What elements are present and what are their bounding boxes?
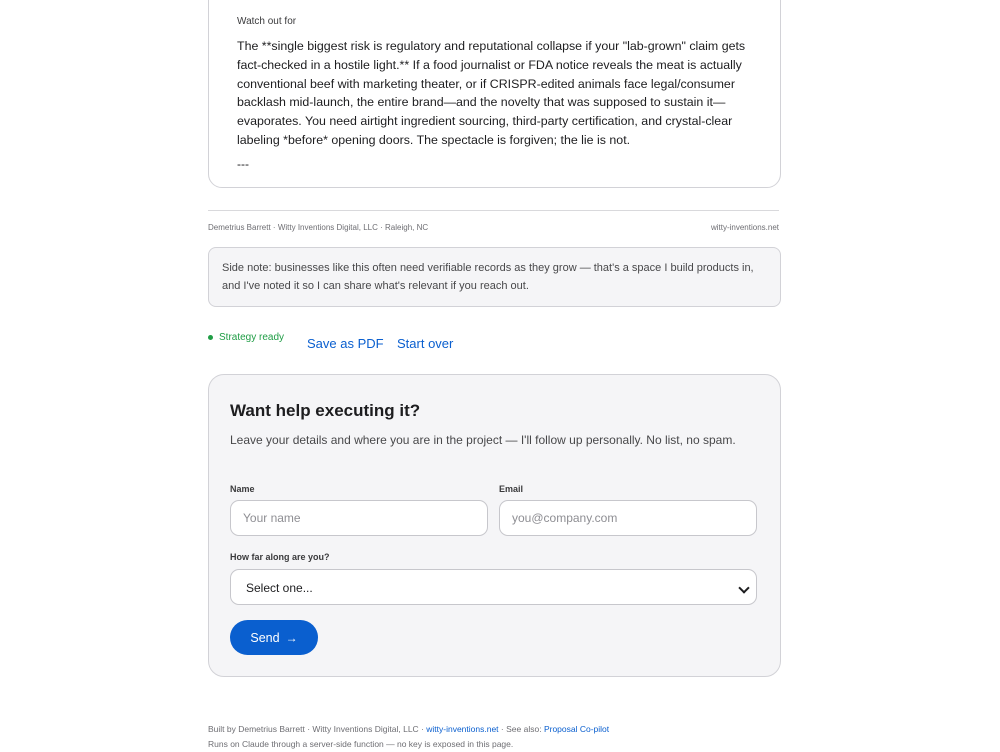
section-separator: --- bbox=[237, 157, 249, 171]
side-note-text: Side note: businesses like this often need verifiable records as they grow — that's a space I build products in, and I've noted it so I can share what's relevant if you reach out. bbox=[222, 262, 754, 292]
contact-form-card bbox=[208, 374, 781, 677]
start-over-link[interactable]: Start over bbox=[397, 336, 454, 351]
email-label: Email bbox=[499, 484, 524, 494]
side-note bbox=[208, 247, 781, 307]
byline-site: witty-inventions.net bbox=[710, 223, 779, 232]
footer-credits: Built by Demetrius Barrett · Witty Inventions Digital, LLC · witty-inventions.net · See also: Proposal Co-pilot bbox=[208, 724, 610, 734]
chevron-down-icon bbox=[738, 582, 749, 593]
watch-out-label: Watch out for bbox=[237, 16, 297, 27]
stage-select[interactable] bbox=[230, 569, 757, 605]
author-byline: Demetrius Barrett · Witty Inventions Digital, LLC · Raleigh, NC bbox=[208, 223, 429, 232]
author-name: Demetrius Barrett bbox=[208, 223, 271, 232]
proposal-copilot-link[interactable]: Proposal Co-pilot bbox=[543, 724, 610, 734]
watch-out-body: The **single biggest risk is regulatory and reputational collapse if your "lab-grown" claim gets fact-checked in a hostile light.** If a food journalist or FDA notice reveals the meat is actually conventional beef with marketing theater, or if CRISPR-edited animals face legal/consumer backlash mid-launch, the entire brand—and the novelty that was supposed to sustain it—evaporates. You need airtight ingredient sourcing, third-party certification, and crystal-clear labeling *before* opening doors. The spectacle is forgiven; the lie is not. bbox=[237, 39, 746, 147]
company-name: Witty Inventions Digital, LLC bbox=[277, 223, 378, 232]
footer-runs-on: Runs on Claude through a server-side function — no key is exposed in this page. bbox=[208, 739, 514, 749]
contact-description: Leave your details and where you are in the project — I'll follow up personally. No list, no spam. bbox=[230, 433, 736, 447]
name-label: Name bbox=[230, 484, 255, 494]
stage-label: How far along are you? bbox=[230, 552, 330, 562]
location: Raleigh, NC bbox=[385, 223, 429, 232]
send-label: Send bbox=[250, 630, 280, 645]
send-button[interactable] bbox=[230, 620, 318, 655]
name-input[interactable] bbox=[230, 500, 488, 536]
divider bbox=[208, 210, 779, 211]
page-footer bbox=[208, 722, 609, 752]
footer-site-link[interactable]: witty-inventions.net bbox=[426, 724, 499, 734]
status-dot-icon bbox=[208, 335, 213, 340]
status-text: Strategy ready bbox=[219, 332, 285, 343]
save-as-pdf-link[interactable]: Save as PDF bbox=[307, 336, 384, 351]
arrow-right-icon: → bbox=[285, 630, 298, 645]
email-input[interactable] bbox=[499, 500, 757, 536]
stage-select-value: Select one... bbox=[246, 581, 313, 595]
status-badge bbox=[208, 332, 284, 343]
contact-title: Want help executing it? bbox=[230, 401, 421, 420]
result-actions bbox=[208, 332, 779, 356]
watch-out-card bbox=[208, 0, 781, 188]
